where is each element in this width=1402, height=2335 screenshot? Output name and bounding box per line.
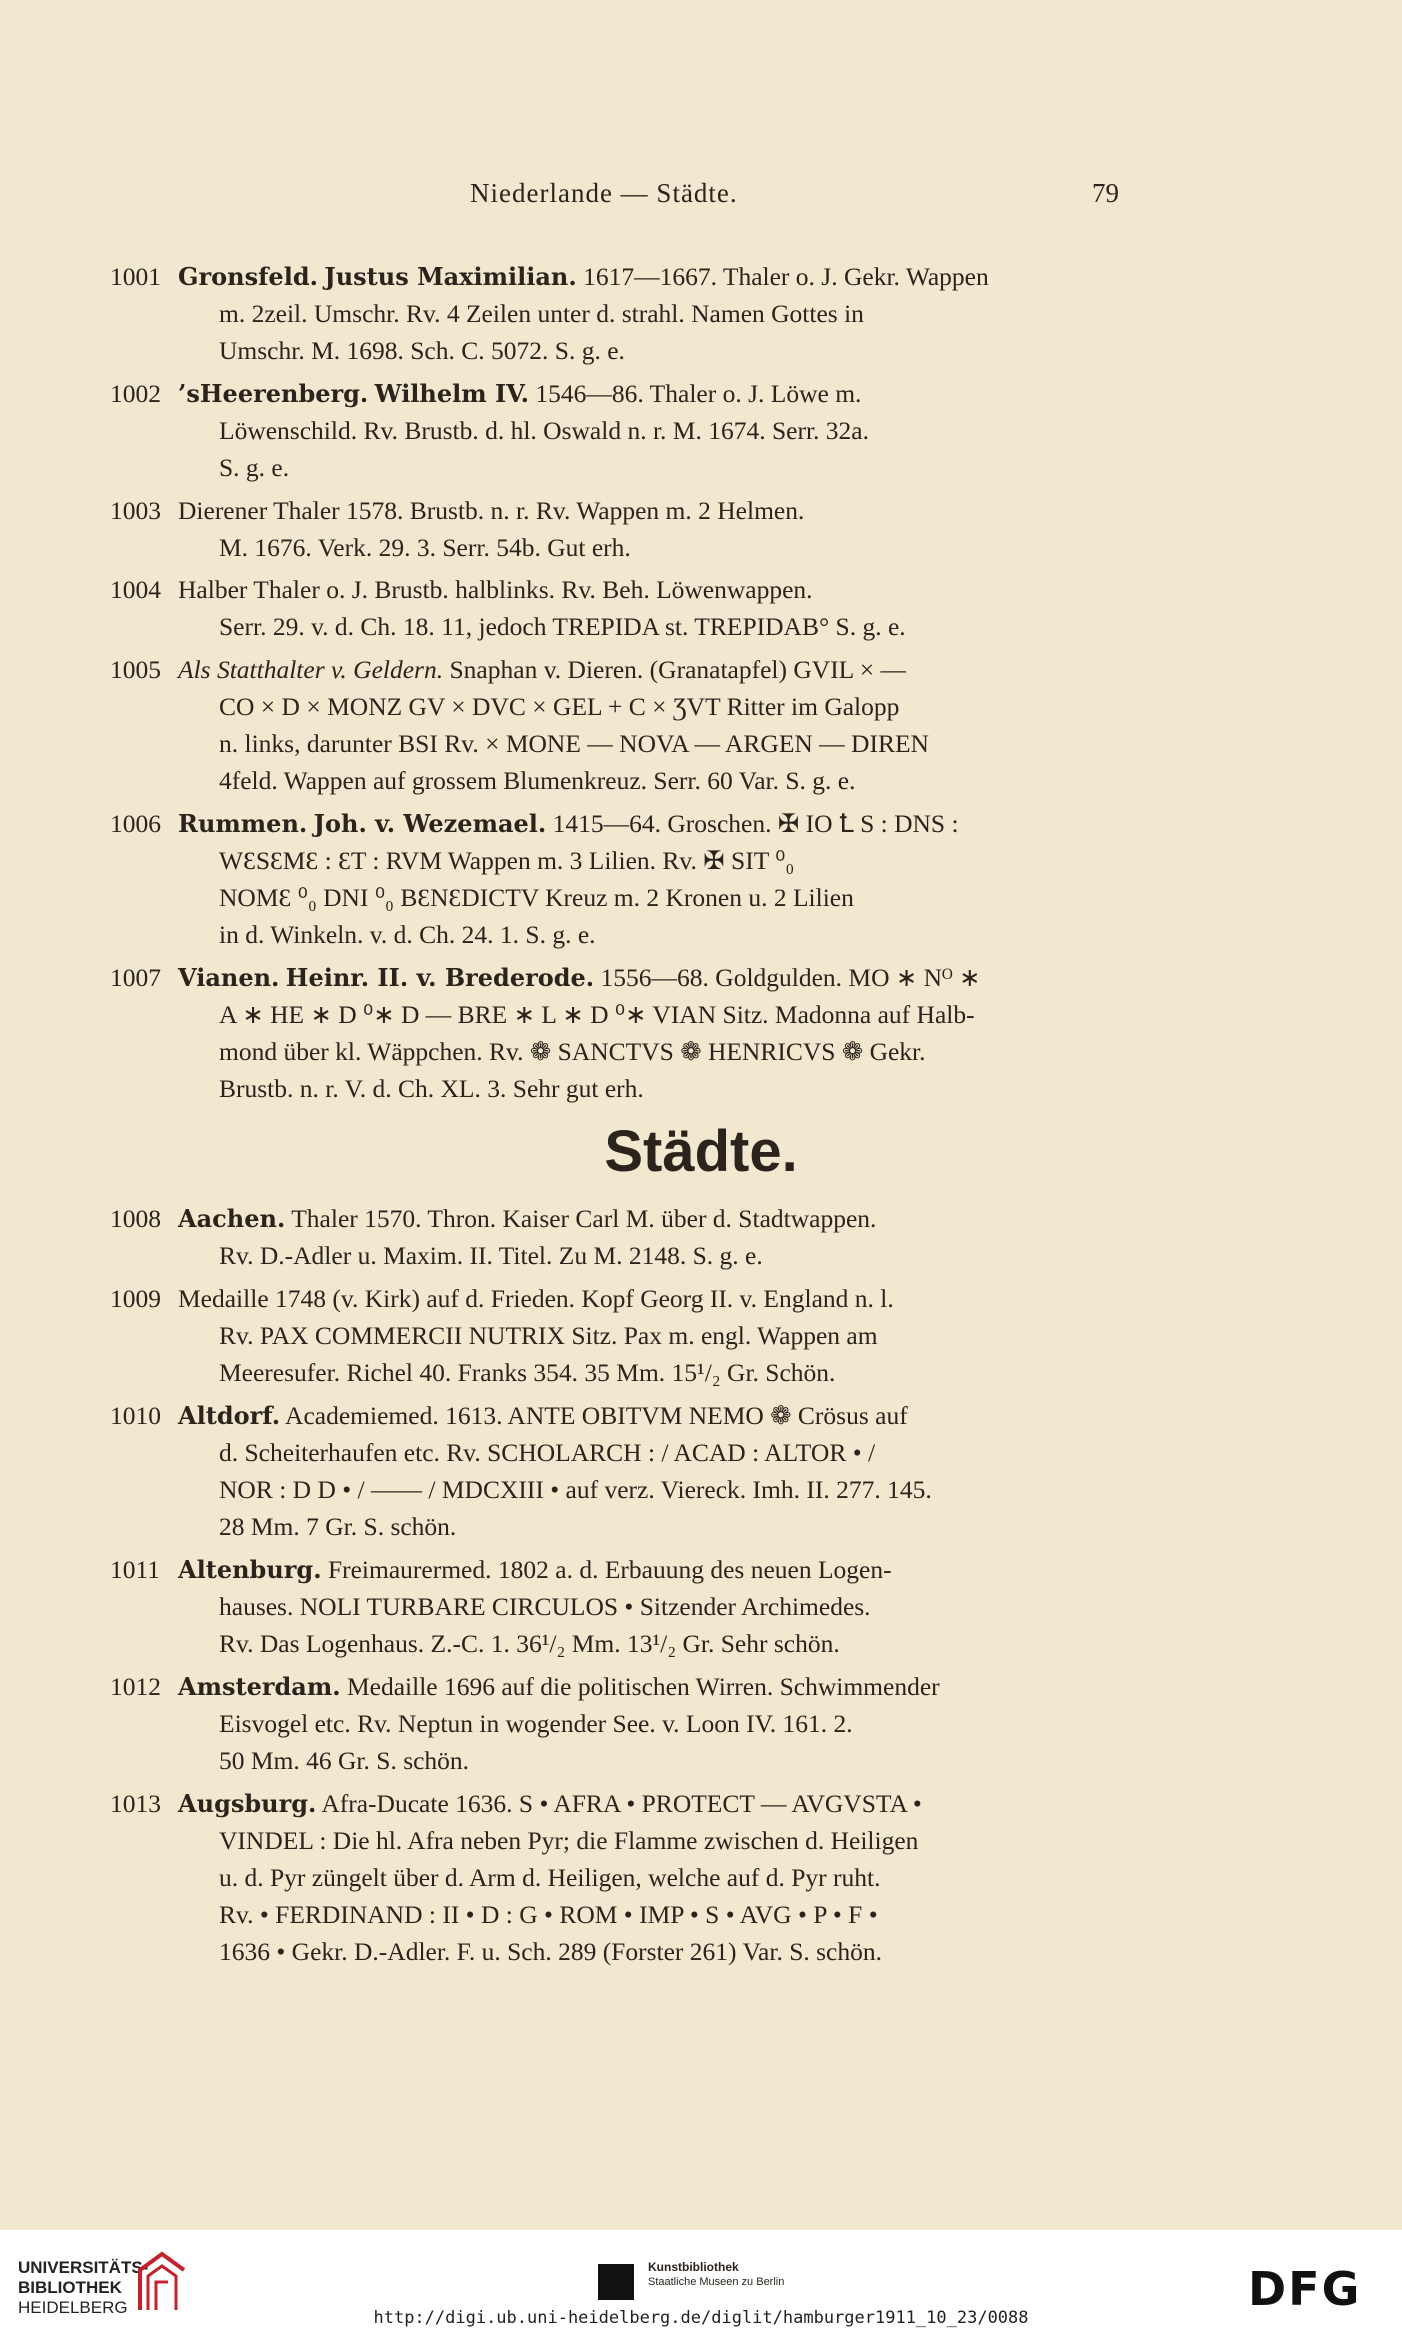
entry-text-segment: S. g. e.: [219, 452, 290, 482]
entry-text: [178, 1397, 1122, 1545]
entry-number: 1007: [110, 963, 161, 993]
entry-line: [178, 412, 1122, 449]
kunstbibliothek-mark-icon: [598, 2264, 634, 2300]
entry-line: [178, 1354, 1122, 1391]
entry-heading: Aachen.: [178, 1204, 286, 1233]
entry-line: [178, 1317, 1122, 1354]
entry-text: [178, 1280, 1122, 1391]
entry-heading: Augsburg.: [178, 1788, 317, 1818]
entry-line: [178, 492, 1122, 529]
entry-heading: Heinr. II. v. Brederode.: [285, 963, 595, 993]
library-name-line2: BIBLIOTHEK: [18, 2278, 122, 2297]
entry-line: [178, 571, 1122, 608]
entry-line: [178, 1859, 1122, 1896]
entry-text-segment: Dierener Thaler 1578. Brustb. n. r. Rv. Wappen m. 2 Helmen.: [178, 495, 805, 525]
page-number: 79: [1092, 178, 1119, 208]
entry-text-segment: u. d. Pyr züngelt über d. Arm d. Heiligen, welche auf d. Pyr ruht.: [219, 1862, 881, 1892]
entry-text-segment: n. links, darunter BSI Rv. × MONE — NOVA — ARGEN — DIREN: [219, 729, 929, 758]
entry-line: [178, 375, 1122, 412]
entry-text-segment: Rv. D.-Adler u. Maxim. II. Titel. Zu M. 2148. S. g. e.: [219, 1241, 763, 1270]
entry-number: 1012: [110, 1671, 161, 1701]
entry-text-segment: Thaler 1570. Thron. Kaiser Carl M. über d. Stadtwappen.: [285, 1204, 877, 1233]
entry-line: [178, 1508, 1122, 1545]
entry-heading: Altenburg.: [178, 1554, 322, 1584]
entry-text-segment: Snaphan v. Dieren. (Granatapfel) GVIL × —: [443, 655, 906, 684]
entry-text-segment: Freimaurermed. 1802 a. d. Erbauung des neuen Logen-: [321, 1554, 892, 1584]
entry-line: [178, 879, 1122, 916]
catalog-entry: [110, 1397, 1122, 1545]
entry-line: [178, 529, 1122, 566]
entry-text-segment: 4feld. Wappen auf grossem Blumenkreuz. Serr. 60 Var. S. g. e.: [219, 766, 856, 795]
entry-text-segment: 1556—68. Goldgulden. MO ∗ Nᴼ ∗: [594, 963, 981, 993]
entry-heading: Justus Maximilian.: [324, 262, 577, 291]
entry-number: 1009: [110, 1283, 161, 1313]
entry-text-segment: in d. Winkeln. v. d. Ch. 24. 1. S. g. e.: [219, 920, 596, 950]
entry-text-segment: Rv. PAX COMMERCII NUTRIX Sitz. Pax m. engl. Wappen am: [219, 1320, 878, 1350]
kb-subtitle: Staatliche Museen zu Berlin: [648, 2276, 785, 2288]
kb-name: Kunstbibliothek: [648, 2260, 739, 2274]
catalog-entry: [110, 1785, 1122, 1970]
entry-number: 1001: [110, 262, 161, 291]
entry-line: [178, 1434, 1122, 1471]
entry-text-segment: A ∗ HE ∗ D ⁰∗ D — BRE ∗ L ∗ D ⁰∗ VIAN Sitz. Madonna auf Halb-: [219, 1000, 975, 1030]
entry-line: [178, 1397, 1122, 1434]
catalog-entry: [110, 258, 1122, 369]
entry-line: [178, 805, 1122, 842]
entry-line: [178, 1588, 1122, 1625]
running-header: [0, 178, 1402, 218]
entry-line: [178, 295, 1122, 332]
catalog-entry: [110, 1280, 1122, 1391]
entry-line: [178, 449, 1122, 486]
entry-line: [178, 1896, 1122, 1933]
entry-text-segment: Serr. 29. v. d. Ch. 18. 11, jedoch TREPIDA st. TREPIDAB° S. g. e.: [219, 612, 906, 642]
entry-heading: Altdorf.: [178, 1400, 281, 1430]
entry-heading: Joh. v. Wezemael.: [313, 809, 547, 839]
entry-number: 1002: [110, 378, 161, 408]
library-name-line1: UNIVERSITÄTS-: [18, 2258, 149, 2277]
entry-text: [178, 805, 1122, 953]
entry-text: [178, 1668, 1122, 1779]
entry-line: [178, 1237, 1122, 1274]
entry-line: [178, 332, 1122, 369]
entry-line: [178, 725, 1122, 762]
entry-italic-heading: Als Statthalter v. Geldern.: [178, 655, 444, 684]
entry-line: [178, 1785, 1122, 1822]
catalog-entry: [110, 959, 1122, 1107]
dfg-logo[interactable]: DFG: [1248, 2262, 1362, 2316]
entry-text-segment: 1636 • Gekr. D.-Adler. F. u. Sch. 289 (Forster 261) Var. S. schön.: [219, 1936, 882, 1966]
entry-number: 1006: [110, 809, 161, 839]
entry-number: 1010: [110, 1400, 161, 1430]
entry-text-segment: CO × D × MONZ GV × DVC × GEL + C × ƷVT Ritter im Galopp: [219, 692, 900, 721]
entry-line: [178, 916, 1122, 953]
catalog-entry: [110, 375, 1122, 486]
entry-line: [178, 959, 1122, 996]
catalog-entry: [110, 651, 1122, 799]
entry-text-segment: 28 Mm. 7 Gr. S. schön.: [219, 1511, 457, 1541]
entry-text-segment: NOR : D D • / —— / MDCXIII • auf verz. Viereck. Imh. II. 277. 145.: [219, 1474, 932, 1504]
entry-heading: ’sHeerenberg.: [178, 378, 369, 408]
entry-text-segment: Umschr. M. 1698. Sch. C. 5072. S. g. e.: [219, 336, 625, 365]
entry-heading: Vianen.: [178, 963, 280, 993]
entry-number: 1003: [110, 495, 161, 525]
entry-line: [178, 996, 1122, 1033]
catalog-entry: [110, 1551, 1122, 1662]
entry-text-segment: Medaille 1696 auf die politischen Wirren. Schwimmender: [340, 1671, 940, 1701]
entry-text-segment: Halber Thaler o. J. Brustb. halblinks. Rv. Beh. Löwenwappen.: [178, 575, 813, 605]
entry-heading: Gronsfeld.: [178, 262, 318, 291]
entry-line: [178, 1668, 1122, 1705]
entry-text: [178, 1785, 1122, 1970]
entry-text-segment: Rv. • FERDINAND : II • D : G • ROM • IMP • S • AVG • P • F •: [219, 1899, 878, 1929]
catalog-entry: [110, 492, 1122, 566]
entry-line: [178, 1625, 1122, 1662]
entry-text-segment: Afra-Ducate 1636. S • AFRA • PROTECT — AVGVSTA •: [316, 1788, 922, 1818]
entry-text: [178, 651, 1122, 799]
catalog-entry: [110, 1668, 1122, 1779]
entry-line: [178, 608, 1122, 645]
entry-number: 1011: [110, 1554, 161, 1584]
entry-line: [178, 1033, 1122, 1070]
viewer-footer: [0, 2230, 1402, 2335]
entry-text-segment: Academiemed. 1613. ANTE OBITVM NEMO ❁ Crösus auf: [280, 1400, 908, 1430]
catalog-entry: [110, 1200, 1122, 1274]
entry-text-segment: mond über kl. Wäppchen. Rv. ❁ SANCTVS ❁ HENRICVS ❁ Gekr.: [219, 1037, 926, 1067]
entry-line: [178, 1471, 1122, 1508]
entry-text: [178, 571, 1122, 645]
entry-text-segment: M. 1676. Verk. 29. 3. Serr. 54b. Gut erh.: [219, 532, 631, 562]
entry-line: [178, 1551, 1122, 1588]
entry-number: 1005: [110, 655, 161, 684]
entry-text-segment: Meeresufer. Richel 40. Franks 354. 35 Mm. 15¹/₂ Gr. Schön.: [219, 1357, 836, 1387]
section-heading: Städte.: [604, 1119, 798, 1184]
entry-text: [178, 1200, 1122, 1274]
catalog-entry: [110, 805, 1122, 953]
entry-text: [178, 375, 1122, 486]
entry-text-segment: Brustb. n. r. V. d. Ch. XL. 3. Sehr gut erh.: [219, 1074, 644, 1104]
entry-text-segment: 1546—86. Thaler o. J. Löwe m.: [529, 378, 862, 408]
entry-text-segment: 50 Mm. 46 Gr. S. schön.: [219, 1745, 470, 1775]
entry-number: 1008: [110, 1204, 161, 1233]
entry-line: [178, 1742, 1122, 1779]
entry-text-segment: d. Scheiterhaufen etc. Rv. SCHOLARCH : / ACAD : ALTOR • /: [219, 1437, 876, 1467]
entry-line: [178, 1933, 1122, 1970]
entry-text-segment: Medaille 1748 (v. Kirk) auf d. Frieden. Kopf Georg II. v. England n. l.: [178, 1283, 894, 1313]
running-title: Niederlande — Städte.: [470, 178, 738, 208]
entry-text-segment: 1415—64. Groschen. ✠ IO Ꝉ S : DNS :: [546, 809, 959, 839]
entry-text: [178, 492, 1122, 566]
entry-text: [178, 959, 1122, 1107]
entry-line: [178, 1070, 1122, 1107]
library-name-line3: HEIDELBERG: [18, 2298, 128, 2317]
entry-text-segment: VINDEL : Die hl. Afra neben Pyr; die Flamme zwischen d. Heiligen: [219, 1825, 919, 1855]
entry-text-segment: hauses. NOLI TURBARE CIRCULOS • Sitzender Archimedes.: [219, 1591, 871, 1621]
entry-line: [178, 258, 1122, 295]
entry-text-segment: 1617—1667. Thaler o. J. Gekr. Wappen: [576, 262, 989, 291]
catalog-entry: [110, 571, 1122, 645]
entry-line: [178, 1822, 1122, 1859]
entry-heading: Wilhelm IV.: [374, 378, 530, 408]
entry-text-segment: NOMƐ ⁰₀ DNI ⁰₀ BƐNƐDICTV Kreuz m. 2 Kronen u. 2 Lilien: [219, 883, 854, 913]
entry-text-segment: Eisvogel etc. Rv. Neptun in wogender See. v. Loon IV. 161. 2.: [219, 1708, 853, 1738]
entry-heading: Amsterdam.: [178, 1671, 341, 1701]
entry-number: 1004: [110, 575, 161, 605]
entry-text-segment: Rv. Das Logenhaus. Z.-C. 1. 36¹/₂ Mm. 13¹/₂ Gr. Sehr schön.: [219, 1628, 840, 1658]
entry-line: [178, 651, 1122, 688]
entry-text-segment: m. 2zeil. Umschr. Rv. 4 Zeilen unter d. strahl. Namen Gottes in: [219, 299, 864, 328]
entry-number: 1013: [110, 1788, 161, 1818]
entry-line: [178, 1280, 1122, 1317]
entry-line: [178, 762, 1122, 799]
entry-text: [178, 1551, 1122, 1662]
entry-line: [178, 1705, 1122, 1742]
entry-heading: Rummen.: [178, 809, 308, 839]
entry-line: [178, 688, 1122, 725]
entry-line: [178, 1200, 1122, 1237]
entry-text-segment: WƐSƐMƐ : ƐT : RVM Wappen m. 3 Lilien. Rv. ✠ SIT ⁰₀: [219, 846, 795, 876]
entry-line: [178, 842, 1122, 879]
entry-text: [178, 258, 1122, 369]
entry-text-segment: Löwenschild. Rv. Brustb. d. hl. Oswald n. r. M. 1674. Serr. 32a.: [219, 415, 869, 445]
permalink-url[interactable]: http://digi.ub.uni-heidelberg.de/diglit/hamburger1911_10_23/0088: [373, 2308, 1029, 2328]
